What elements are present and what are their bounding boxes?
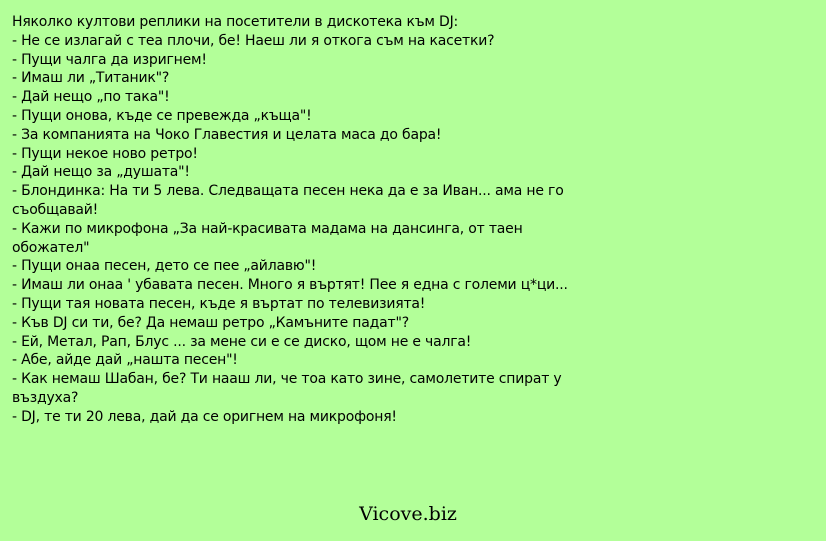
joke-line: - Къв DJ си ти, бе? Да немаш ретро „Камъните падат"? (12, 314, 409, 331)
joke-line: - Пущи онова, къде се превежда „къща"! (12, 107, 312, 124)
joke-line: - Блондинка: На ти 5 лева. Следващата песен нека да е за Иван... ама не го съобщавай! (12, 183, 564, 218)
joke-line: - Имаш ли „Титаник"? (12, 70, 170, 87)
joke-line: - Пущи тая новата песен, къде я въртат по телевизията! (12, 295, 426, 312)
joke-line: - Пущи онаа песен, дето се пее „айлавю"! (12, 258, 317, 275)
joke-line: - Абе, айде дай „нашта песен"! (12, 352, 238, 369)
joke-line: - Не се излагай с теа плочи, бе! Наеш ли я откога съм на касетки? (12, 32, 495, 49)
joke-text-block (12, 13, 572, 427)
joke-line: - Дай нещо „по така"! (12, 89, 170, 106)
joke-line: - Кажи по микрофона „За най-красивата мадама на дансинга, от таен обожател" (12, 220, 523, 256)
joke-line: - DJ, те ти 20 лева, дай да се оригнем на микрофоня! (12, 408, 397, 425)
joke-line: - Ей, Метал, Рап, Блус ... за мене си е се диско, щом не е чалга! (12, 333, 472, 350)
joke-line: - Дай нещо за „душата"! (12, 164, 190, 181)
joke-line: - Имаш ли онаа ' убавата песен. Много я въртят! Пее я една с големи ц*ци... (12, 277, 568, 294)
joke-line: - Как немаш Шабан, бе? Ти нааш ли, че тоа като зине, самолетите спират у въздуха? (12, 371, 562, 406)
joke-line: - За компанията на Чоко Главестия и целата маса до бара! (12, 126, 442, 143)
joke-title: Няколко култови реплики на посетители в дискотека към DJ: (12, 14, 459, 30)
site-watermark: Vicove.biz (359, 503, 457, 525)
joke-line: - Пущи некое ново ретро! (12, 145, 198, 162)
joke-line: - Пущи чалга да изригнем! (12, 51, 207, 68)
